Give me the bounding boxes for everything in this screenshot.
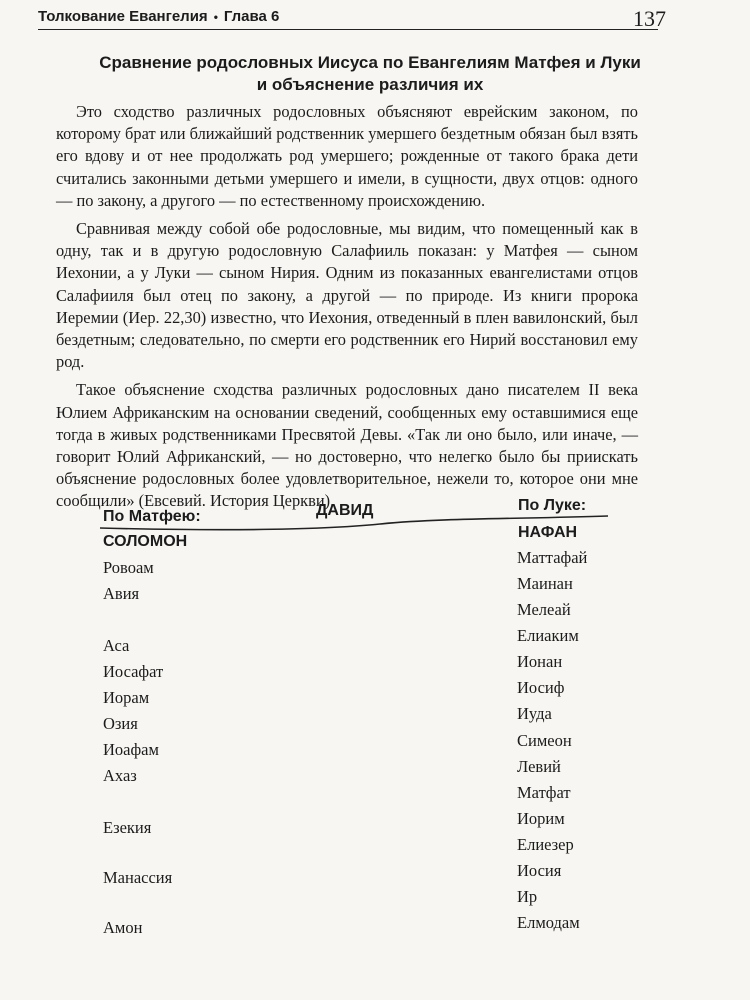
luke-name: Матфат xyxy=(517,783,571,802)
matthew-name: Авия xyxy=(103,584,140,603)
luke-name: Мелеай xyxy=(517,600,571,619)
luke-name: Маинан xyxy=(517,574,573,593)
luke-name: Симеон xyxy=(517,731,572,750)
luke-name: Маттафай xyxy=(517,548,588,567)
matthew-head: СОЛОМОН xyxy=(103,533,188,550)
luke-name: Елиаким xyxy=(517,626,579,645)
luke-name: Иосиф xyxy=(517,678,565,697)
luke-name: Елмодам xyxy=(517,913,580,932)
matthew-name: Иосафат xyxy=(103,662,164,681)
luke-name: Ионан xyxy=(517,652,563,671)
page-number: 137 xyxy=(633,6,666,31)
matthew-name: Ровоам xyxy=(103,558,154,577)
matthew-name: Аса xyxy=(103,636,130,655)
paragraph: Такое объяснение сходства различных родословных дано писателем II века Юлием Африканским на основании сведений, сообщенных ему оставшимися еще тогда в живых родственниками Пресвятой Девы. «Так ли оно было, или иначе, — говорит Юлий Африканский, — но достоверно, что нелегко было бы приискать объяснение родословных более удовлетворительное, нежели то, которое они мне сообщили» (Евсевий. История Церкви). xyxy=(56,380,638,511)
matthew-name: Ахаз xyxy=(103,766,137,785)
luke-name: Иуда xyxy=(517,704,552,723)
matthew-name: Езекия xyxy=(103,818,152,837)
section-title-line: Сравнение родословных Иисуса по Евангелиям Матфея и Луки xyxy=(99,53,641,72)
section-title-line: и объяснение различия их xyxy=(256,75,484,94)
luke-name: Ир xyxy=(517,887,538,906)
chapter-label: Глава 6 xyxy=(223,8,280,25)
matthew-name: Иорам xyxy=(103,688,150,707)
matthew-label: По Матфею: xyxy=(103,508,201,525)
matthew-name: Иоафам xyxy=(103,740,159,759)
luke-name: Иорим xyxy=(517,809,565,828)
luke-name: Иосия xyxy=(517,861,562,880)
paragraph: Это сходство различных родословных объясняют еврейским законом, по которому брат или ближайший родственник умершего бездетным обязан был взять его вдову и от нее продолжать род умершего; рожденные от такого брака дети считались законными детьми умершего и имели, в сущности, двух отцов: одного — по закону, а другого — по естественному происхождению. xyxy=(56,102,638,210)
luke-head: НАФАН xyxy=(518,524,578,541)
luke-label: По Луке: xyxy=(518,497,587,514)
matthew-name: Манассия xyxy=(103,868,173,887)
header-separator: • xyxy=(213,9,218,24)
paragraph: Сравнивая между собой обе родословные, мы видим, что помещенный как в одну, так и в другую родословную Салафииль показан: у Матфея — сыном Иехонии, а у Луки — сыном Нирия. Одним из показанных евангелистами отцов Салафииля был отец по закону, а другой — по природе. Из книги пророка Иеремии (Иер. 22,30) известно, что Иехония, отведенный в плен вавилонский, был бездетным; следовательно, по смерти его родственник его Нирий восстановил ему род. xyxy=(56,219,638,372)
book-title: Толкование Евангелия xyxy=(38,8,208,25)
david-root: ДАВИД xyxy=(316,502,374,519)
luke-name: Левий xyxy=(517,757,561,776)
matthew-name: Озия xyxy=(103,714,138,733)
luke-name: Елиезер xyxy=(517,835,574,854)
matthew-name: Амон xyxy=(103,918,143,937)
